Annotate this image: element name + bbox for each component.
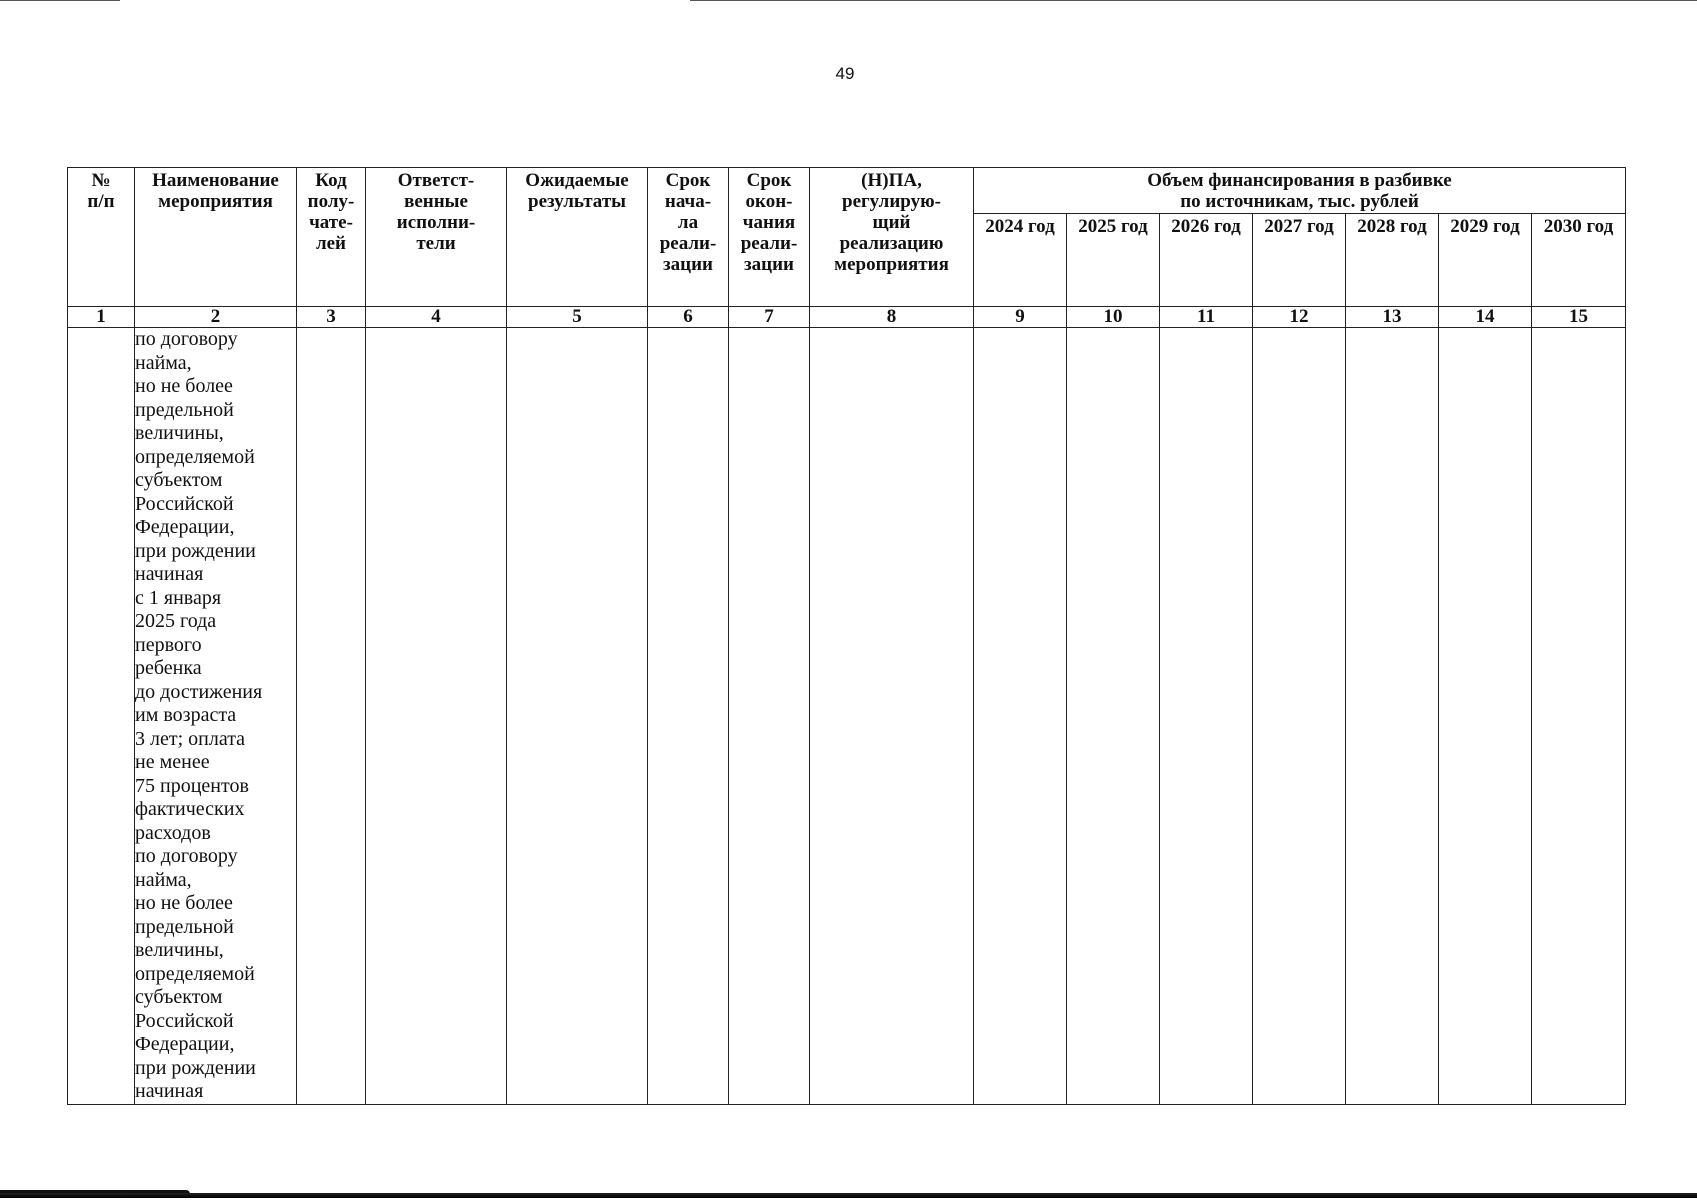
column-number: 8 (810, 307, 974, 328)
cell-end (729, 328, 810, 1105)
page-number: 49 (835, 64, 855, 83)
table-row (68, 328, 1626, 1105)
column-number: 3 (297, 307, 366, 328)
header-code: Код полу- чате- лей (297, 168, 366, 307)
column-number: 2 (135, 307, 297, 328)
cell-name: по договору найма, но не более предельной величины, определяемой субъектом Российской Федерации, при рождении начиная с 1 января 2025 года первого ребенка до достижения им возраста 3 лет; оплата не менее 75 процентов фактических расходов по договору найма, но не более предельной величины, определяемой субъектом Российской Федерации, при рождении начиная (135, 328, 297, 1105)
header-year-2027: 2027 год (1253, 214, 1346, 307)
header-year-2026: 2026 год (1160, 214, 1253, 307)
cell-2027 (1253, 328, 1346, 1105)
header-year-2024: 2024 год (974, 214, 1067, 307)
cell-2029 (1439, 328, 1532, 1105)
header-year-2028: 2028 год (1346, 214, 1439, 307)
cell-2028 (1346, 328, 1439, 1105)
column-number: 10 (1067, 307, 1160, 328)
header-num: № п/п (68, 168, 135, 307)
header-funding: Объем финансирования в разбивке по источникам, тыс. рублей (974, 168, 1626, 214)
cell-2025 (1067, 328, 1160, 1105)
header-name: Наименование мероприятия (135, 168, 297, 307)
top-rule-right (690, 0, 1697, 1)
cell-code (297, 328, 366, 1105)
column-number: 4 (366, 307, 507, 328)
cell-npa (810, 328, 974, 1105)
cell-responsible (366, 328, 507, 1105)
column-number-row (68, 307, 1626, 328)
header-end: Срок окон- чания реали- зации (729, 168, 810, 307)
column-number: 13 (1346, 307, 1439, 328)
top-rule-left (0, 0, 120, 1)
cell-start (648, 328, 729, 1105)
column-number: 7 (729, 307, 810, 328)
bottom-rule (0, 1193, 1697, 1198)
header-year-2025: 2025 год (1067, 214, 1160, 307)
header-year-2029: 2029 год (1439, 214, 1532, 307)
header-results: Ожидаемые результаты (507, 168, 648, 307)
cell-results (507, 328, 648, 1105)
column-number: 6 (648, 307, 729, 328)
cell-num (68, 328, 135, 1105)
column-number: 11 (1160, 307, 1253, 328)
column-number: 1 (68, 307, 135, 328)
cell-2030 (1532, 328, 1626, 1105)
header-year-2030: 2030 год (1532, 214, 1626, 307)
cell-2024 (974, 328, 1067, 1105)
header-npa: (Н)ПА, регулирую- щий реализацию мероприятия (810, 168, 974, 307)
header-responsible: Ответст- венные исполни- тели (366, 168, 507, 307)
column-number: 9 (974, 307, 1067, 328)
column-number: 15 (1532, 307, 1626, 328)
program-table (67, 167, 1626, 1105)
cell-2026 (1160, 328, 1253, 1105)
column-number: 14 (1439, 307, 1532, 328)
column-number: 12 (1253, 307, 1346, 328)
header-start: Срок нача- ла реали- зации (648, 168, 729, 307)
column-number: 5 (507, 307, 648, 328)
